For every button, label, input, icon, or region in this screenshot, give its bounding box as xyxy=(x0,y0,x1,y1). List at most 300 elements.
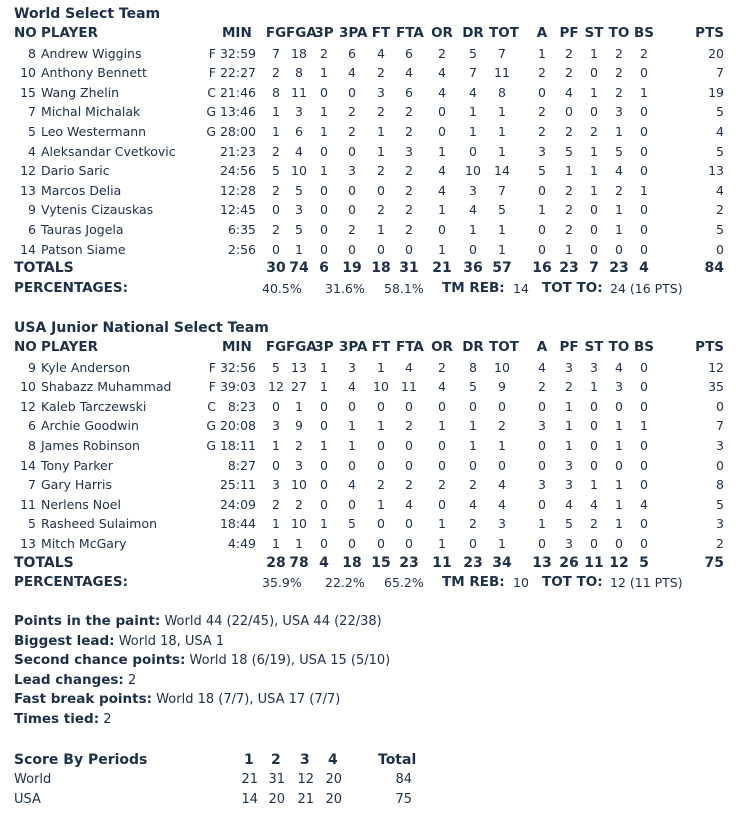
stat-cell: 2 xyxy=(377,104,385,120)
stat-cell: 3 xyxy=(295,457,303,473)
stat-cell: 3 xyxy=(405,143,413,159)
stat-cell: 10 xyxy=(291,516,307,532)
table-row xyxy=(14,102,724,122)
stat-cell: 0 xyxy=(498,398,506,414)
col-header: FTA xyxy=(396,25,424,41)
stat-cell: 1 xyxy=(565,163,573,179)
player-minutes: 22:27 xyxy=(219,65,256,81)
col-header: TOT xyxy=(489,25,519,41)
stat-cell: 1 xyxy=(538,45,546,61)
player-position: F xyxy=(208,65,216,81)
stat-cell: 0 xyxy=(438,496,446,512)
team-rebounds-value: 10 xyxy=(513,575,529,591)
stat-cell: 3 xyxy=(565,359,573,375)
stat-cell: 4 xyxy=(405,359,413,375)
summary-line xyxy=(14,613,382,629)
stat-cell: 1 xyxy=(565,418,573,434)
period-team: USA xyxy=(14,792,41,807)
stat-cell: 10 xyxy=(494,359,510,375)
stat-cell: 2 xyxy=(405,202,413,218)
stat-cell: 2 xyxy=(438,477,446,493)
stats-table xyxy=(14,338,724,593)
period-header: Total xyxy=(378,752,417,768)
player-minutes: 21:23 xyxy=(219,143,256,159)
stat-cell: 4 xyxy=(405,65,413,81)
stat-cell: 2 xyxy=(538,65,546,81)
stat-cell: 1 xyxy=(320,104,328,120)
stat-cell: 0 xyxy=(565,104,573,120)
stat-cell: 1 xyxy=(272,535,280,551)
table-row xyxy=(14,358,724,378)
stat-cell: 0 xyxy=(272,241,280,257)
stat-cell: 1 xyxy=(320,163,328,179)
stat-cell: 0 xyxy=(348,535,356,551)
stat-cell: 6 xyxy=(348,45,356,61)
stat-cell: 2 xyxy=(405,104,413,120)
period-header: 2 xyxy=(271,752,281,768)
summary-line xyxy=(14,691,340,707)
summary-value: World 18 (7/7), USA 17 (7/7) xyxy=(156,692,341,707)
stat-cell: 0 xyxy=(538,437,546,453)
stat-cell: 11 xyxy=(494,65,510,81)
stat-cell: 1 xyxy=(565,241,573,257)
col-header: TO xyxy=(608,25,630,41)
stat-cell: 2 xyxy=(565,65,573,81)
stat-cell: 3 xyxy=(615,379,623,395)
stat-cell: 13 xyxy=(291,359,307,375)
player-number: 14 xyxy=(20,241,36,257)
ft-percentage: 65.2% xyxy=(384,575,424,591)
team-title: World Select Team xyxy=(14,6,161,22)
stat-cell: 0 xyxy=(272,202,280,218)
period-team: World xyxy=(14,772,52,787)
stat-cell: 5 xyxy=(716,221,724,237)
stat-cell: 1 xyxy=(320,123,328,139)
player-number: 8 xyxy=(28,437,36,453)
stat-cell: 10 xyxy=(465,163,481,179)
stat-cell: 1 xyxy=(377,418,385,434)
stat-cell: 2 xyxy=(716,535,724,551)
stat-cell: 4 xyxy=(348,477,356,493)
stat-cell: 10 xyxy=(291,163,307,179)
col-header-player: PLAYER xyxy=(41,25,99,41)
stat-cell: 2 xyxy=(640,45,648,61)
periods-title: Score By Periods xyxy=(14,752,148,768)
stat-cell: 1 xyxy=(590,143,598,159)
stat-cell: 35 xyxy=(708,379,724,395)
stat-cell: 2 xyxy=(565,123,573,139)
stat-cell: 2 xyxy=(565,182,573,198)
stat-cell: 0 xyxy=(538,398,546,414)
total-cell: 19 xyxy=(342,260,362,277)
table-row xyxy=(14,240,724,260)
player-position: C xyxy=(207,84,216,100)
col-header: FG xyxy=(265,25,287,41)
stat-cell: 1 xyxy=(538,516,546,532)
summary-value: World 18, USA 1 xyxy=(118,633,225,649)
percentages-label: PERCENTAGES: xyxy=(14,574,128,591)
stat-cell: 1 xyxy=(295,535,303,551)
stat-cell: 3 xyxy=(538,143,546,159)
stat-cell: 0 xyxy=(377,437,385,453)
table-row xyxy=(14,416,724,436)
stat-cell: 0 xyxy=(469,143,477,159)
col-header-min: MIN xyxy=(222,339,252,355)
stat-cell: 0 xyxy=(640,535,648,551)
stat-cell: 1 xyxy=(438,241,446,257)
stat-cell: 0 xyxy=(615,457,623,473)
total-cell: 23 xyxy=(559,260,579,277)
stat-cell: 7 xyxy=(498,45,506,61)
stat-cell: 27 xyxy=(291,379,307,395)
stat-cell: 2 xyxy=(377,65,385,81)
stat-cell: 1 xyxy=(640,418,648,434)
player-name: Anthony Bennett xyxy=(41,65,147,81)
periods-header xyxy=(14,750,434,770)
stat-cell: 2 xyxy=(615,65,623,81)
player-number: 9 xyxy=(28,359,36,375)
total-cell: 4 xyxy=(639,260,649,277)
summary-value: 2 xyxy=(103,711,112,727)
stat-cell: 3 xyxy=(377,84,385,100)
stat-cell: 1 xyxy=(615,496,623,512)
col-header-min: MIN xyxy=(222,25,252,41)
player-minutes: 25:11 xyxy=(219,477,256,493)
stat-cell: 2 xyxy=(538,123,546,139)
stat-cell: 0 xyxy=(640,163,648,179)
stat-cell: 4 xyxy=(538,359,546,375)
col-header: 3PA xyxy=(339,339,368,355)
stat-cell: 1 xyxy=(295,398,303,414)
player-minutes: 21:46 xyxy=(219,84,256,100)
total-cell: 21 xyxy=(432,260,452,277)
period-score: 14 xyxy=(241,792,258,807)
stat-cell: 2 xyxy=(565,202,573,218)
stat-cell: 0 xyxy=(377,398,385,414)
stat-cell: 1 xyxy=(438,516,446,532)
stat-cell: 0 xyxy=(716,457,724,473)
stat-cell: 0 xyxy=(590,104,598,120)
stat-cell: 0 xyxy=(438,123,446,139)
stat-cell: 3 xyxy=(615,104,623,120)
total-cell: 11 xyxy=(432,554,452,571)
table-row xyxy=(14,63,724,83)
col-header: PTS xyxy=(695,25,724,41)
stat-cell: 4 xyxy=(438,182,446,198)
summary-line xyxy=(14,672,136,688)
player-minutes: 18:11 xyxy=(219,437,256,453)
stat-cell: 18 xyxy=(291,45,307,61)
table-row xyxy=(14,475,724,495)
stat-cell: 2 xyxy=(272,221,280,237)
stat-cell: 14 xyxy=(494,163,510,179)
summary-line xyxy=(14,711,112,727)
fg-percentage: 40.5% xyxy=(262,280,302,296)
stat-cell: 0 xyxy=(640,241,648,257)
table-row xyxy=(14,377,724,397)
stat-cell: 19 xyxy=(708,84,724,100)
total-turnovers-value: 12 (11 PTS) xyxy=(610,575,683,591)
stat-cell: 0 xyxy=(438,221,446,237)
stat-cell: 1 xyxy=(498,535,506,551)
stat-cell: 1 xyxy=(615,221,623,237)
stat-cell: 1 xyxy=(377,496,385,512)
player-minutes: 4:49 xyxy=(227,535,256,551)
player-minutes: 18:44 xyxy=(219,516,256,532)
player-number: 4 xyxy=(28,143,36,159)
player-minutes: 2:56 xyxy=(227,241,256,257)
three-point-percentage: 31.6% xyxy=(325,280,365,296)
table-row xyxy=(14,200,724,220)
table-row xyxy=(14,122,724,142)
table-row xyxy=(14,83,724,103)
period-score: 20 xyxy=(325,772,342,787)
stat-cell: 1 xyxy=(469,123,477,139)
player-number: 13 xyxy=(20,182,36,198)
stat-cell: 0 xyxy=(538,496,546,512)
stat-cell: 11 xyxy=(291,84,307,100)
stat-cell: 2 xyxy=(295,496,303,512)
stat-cell: 2 xyxy=(348,104,356,120)
stat-cell: 4 xyxy=(377,45,385,61)
stat-cell: 4 xyxy=(348,379,356,395)
stat-cell: 0 xyxy=(590,398,598,414)
stat-cell: 0 xyxy=(348,202,356,218)
stat-cell: 8 xyxy=(716,477,724,493)
stat-cell: 1 xyxy=(498,123,506,139)
col-header: FT xyxy=(371,25,391,41)
stat-cell: 1 xyxy=(469,221,477,237)
table-row xyxy=(14,514,724,534)
stat-cell: 1 xyxy=(615,123,623,139)
stat-cell: 4 xyxy=(438,84,446,100)
fg-percentage: 35.9% xyxy=(262,575,302,591)
player-number: 6 xyxy=(28,221,36,237)
stat-cell: 0 xyxy=(640,65,648,81)
stat-cell: 4 xyxy=(498,477,506,493)
total-cell: 23 xyxy=(399,554,419,571)
col-header: OR xyxy=(431,339,453,355)
table-row xyxy=(14,142,724,162)
stat-cell: 7 xyxy=(716,65,724,81)
stat-cell: 0 xyxy=(405,437,413,453)
stat-cell: 2 xyxy=(498,418,506,434)
stat-cell: 4 xyxy=(438,163,446,179)
stat-cell: 1 xyxy=(348,418,356,434)
total-cell: 74 xyxy=(289,260,309,277)
stat-cell: 0 xyxy=(590,241,598,257)
stat-cell: 2 xyxy=(405,163,413,179)
stat-cell: 6 xyxy=(405,45,413,61)
stat-cell: 0 xyxy=(640,359,648,375)
stat-cell: 1 xyxy=(320,65,328,81)
stat-cell: 4 xyxy=(469,202,477,218)
player-name: Gary Harris xyxy=(41,477,112,493)
percentages-row xyxy=(14,279,724,299)
stat-cell: 1 xyxy=(469,418,477,434)
stat-cell: 0 xyxy=(438,398,446,414)
player-number: 7 xyxy=(28,104,36,120)
team-rebounds-value: 14 xyxy=(513,280,529,296)
total-cell: 36 xyxy=(463,260,483,277)
stat-cell: 0 xyxy=(590,437,598,453)
stats-table xyxy=(14,24,724,298)
stat-cell: 1 xyxy=(438,143,446,159)
stat-cell: 2 xyxy=(377,163,385,179)
stat-cell: 0 xyxy=(590,418,598,434)
stat-cell: 0 xyxy=(640,104,648,120)
player-minutes: 32:59 xyxy=(219,45,256,61)
stat-cell: 5 xyxy=(272,359,280,375)
period-score: 75 xyxy=(395,792,412,807)
stat-cell: 2 xyxy=(615,45,623,61)
player-position: C xyxy=(207,398,216,414)
stat-cell: 0 xyxy=(716,398,724,414)
player-number: 11 xyxy=(20,496,36,512)
stat-cell: 5 xyxy=(498,202,506,218)
stat-cell: 0 xyxy=(615,241,623,257)
stat-cell: 2 xyxy=(565,379,573,395)
stat-cell: 1 xyxy=(498,221,506,237)
stat-cell: 8 xyxy=(498,84,506,100)
stat-cell: 5 xyxy=(538,163,546,179)
score-by-periods xyxy=(14,750,434,810)
stat-cell: 0 xyxy=(320,84,328,100)
stat-cell: 2 xyxy=(348,123,356,139)
stat-cell: 2 xyxy=(272,182,280,198)
stat-cell: 2 xyxy=(469,477,477,493)
total-turnovers-label: TOT TO: xyxy=(542,574,603,591)
stat-cell: 0 xyxy=(640,143,648,159)
stat-cell: 1 xyxy=(590,84,598,100)
player-minutes: 20:08 xyxy=(219,418,256,434)
total-cell: 18 xyxy=(342,554,362,571)
period-score: 12 xyxy=(297,772,314,787)
total-turnovers-value: 24 (16 PTS) xyxy=(610,280,683,296)
stat-cell: 8 xyxy=(469,359,477,375)
player-position: G xyxy=(206,104,216,120)
col-header: TOT xyxy=(489,339,519,355)
stat-cell: 1 xyxy=(498,104,506,120)
stat-cell: 2 xyxy=(405,418,413,434)
col-header: PTS xyxy=(695,339,724,355)
player-number: 14 xyxy=(20,457,36,473)
total-cell: 11 xyxy=(584,554,604,571)
stat-cell: 0 xyxy=(320,477,328,493)
stat-cell: 0 xyxy=(405,535,413,551)
player-number: 10 xyxy=(20,379,36,395)
stat-cell: 3 xyxy=(565,477,573,493)
stat-cell: 0 xyxy=(405,457,413,473)
total-turnovers-label: TOT TO: xyxy=(542,279,603,296)
stat-cell: 7 xyxy=(272,45,280,61)
stat-cell: 1 xyxy=(469,104,477,120)
period-header: 4 xyxy=(328,752,338,768)
stat-cell: 1 xyxy=(320,379,328,395)
stat-cell: 13 xyxy=(708,163,724,179)
stat-cell: 1 xyxy=(377,221,385,237)
stat-cell: 1 xyxy=(272,516,280,532)
stat-cell: 4 xyxy=(438,65,446,81)
stat-cell: 2 xyxy=(538,104,546,120)
stat-cell: 0 xyxy=(640,398,648,414)
player-position: F xyxy=(208,359,216,375)
stat-cell: 4 xyxy=(348,65,356,81)
col-header: FT xyxy=(371,339,391,355)
stat-cell: 9 xyxy=(498,379,506,395)
stat-cell: 5 xyxy=(716,496,724,512)
stat-cell: 2 xyxy=(348,221,356,237)
stat-cell: 0 xyxy=(469,535,477,551)
stat-cell: 1 xyxy=(320,437,328,453)
total-cell: 12 xyxy=(609,554,629,571)
stat-cell: 0 xyxy=(469,457,477,473)
stat-cell: 0 xyxy=(320,418,328,434)
stat-cell: 0 xyxy=(615,398,623,414)
stat-cell: 7 xyxy=(498,182,506,198)
player-name: Michal Michalak xyxy=(41,104,141,120)
player-minutes: 28:00 xyxy=(219,123,256,139)
summary-value: World 44 (22/45), USA 44 (22/38) xyxy=(164,614,382,629)
player-name: Dario Saric xyxy=(41,163,110,179)
stat-cell: 3 xyxy=(565,457,573,473)
stat-cell: 4 xyxy=(640,496,648,512)
stat-cell: 5 xyxy=(272,163,280,179)
stat-cell: 1 xyxy=(498,437,506,453)
totals-row xyxy=(14,259,724,279)
stat-cell: 4 xyxy=(565,84,573,100)
stat-cell: 3 xyxy=(295,202,303,218)
col-header: BS xyxy=(633,339,654,355)
stat-cell: 3 xyxy=(348,359,356,375)
stat-cell: 4 xyxy=(565,496,573,512)
player-number: 12 xyxy=(20,163,36,179)
stat-cell: 1 xyxy=(320,359,328,375)
player-number: 8 xyxy=(28,45,36,61)
team-rebounds-label: TM REB: xyxy=(442,574,505,591)
stat-cell: 0 xyxy=(348,457,356,473)
stat-cell: 2 xyxy=(405,123,413,139)
table-row xyxy=(14,397,724,417)
three-point-percentage: 22.2% xyxy=(325,575,365,591)
percentages-label: PERCENTAGES: xyxy=(14,279,128,296)
player-number: 10 xyxy=(20,65,36,81)
col-header: FGA xyxy=(286,25,317,41)
table-row xyxy=(14,456,724,476)
player-name: Shabazz Muhammad xyxy=(41,379,172,395)
stat-cell: 1 xyxy=(272,437,280,453)
stat-cell: 3 xyxy=(272,477,280,493)
stat-cell: 6 xyxy=(405,84,413,100)
stat-cell: 5 xyxy=(565,516,573,532)
player-minutes: 13:46 xyxy=(219,104,256,120)
stat-cell: 2 xyxy=(716,202,724,218)
stat-cell: 0 xyxy=(320,496,328,512)
total-cell: 23 xyxy=(463,554,483,571)
stat-cell: 0 xyxy=(438,104,446,120)
stat-cell: 0 xyxy=(640,221,648,237)
summary-label: Biggest lead: xyxy=(14,632,115,649)
stat-cell: 4 xyxy=(590,496,598,512)
summary-label: Lead changes: xyxy=(14,671,124,688)
stat-cell: 5 xyxy=(469,379,477,395)
stat-cell: 1 xyxy=(615,418,623,434)
stat-cell: 2 xyxy=(405,477,413,493)
player-name: Mitch McGary xyxy=(41,535,127,551)
stat-cell: 0 xyxy=(640,437,648,453)
stat-cell: 3 xyxy=(538,477,546,493)
table-row xyxy=(14,534,724,554)
